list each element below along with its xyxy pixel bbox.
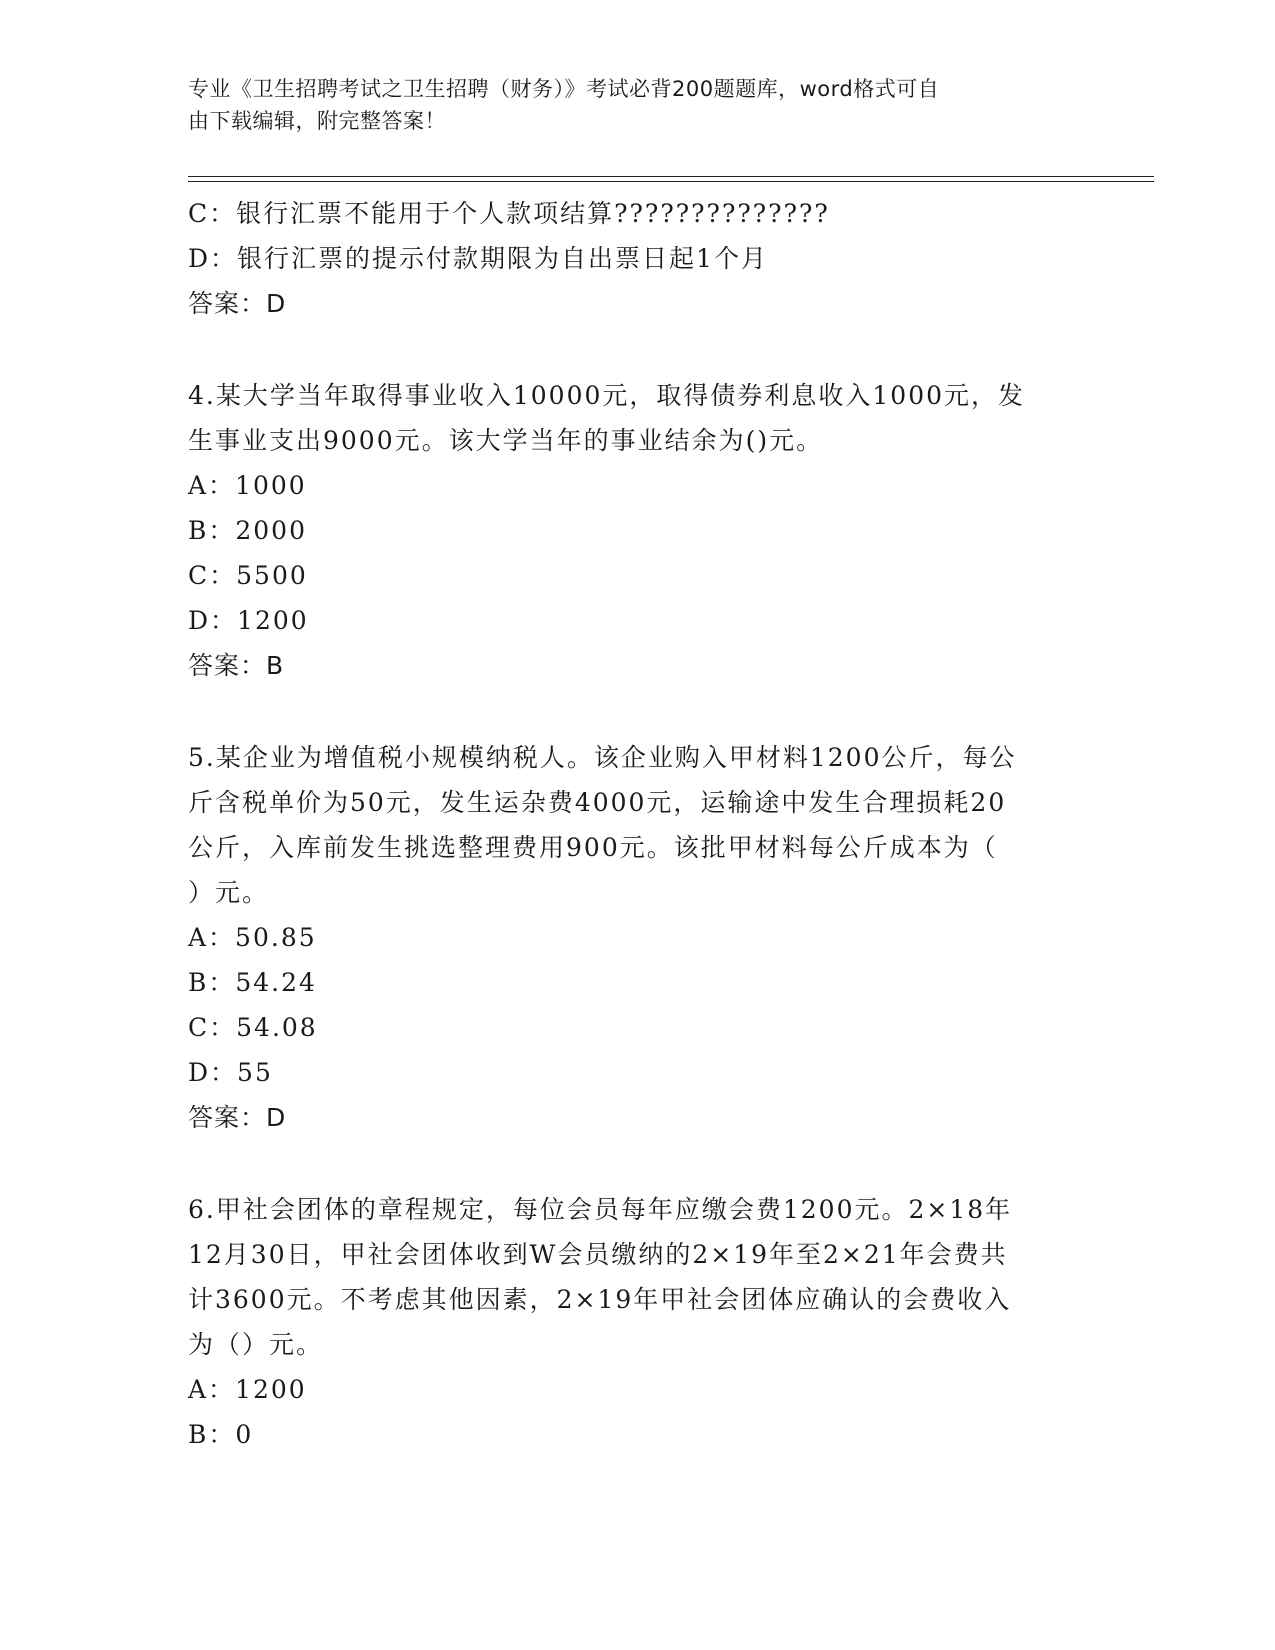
answer: 答案：B bbox=[188, 651, 285, 680]
option-b: B：2000 bbox=[188, 516, 307, 545]
answer: 答案：D bbox=[188, 1103, 287, 1132]
option-c: C：5500 bbox=[188, 561, 308, 590]
option-a: A：1200 bbox=[188, 1375, 307, 1404]
header-rule-bottom bbox=[188, 181, 1154, 182]
spacer bbox=[188, 326, 1088, 373]
spacer bbox=[188, 1140, 1088, 1187]
question-4 bbox=[188, 373, 1088, 688]
header-rule-top bbox=[188, 176, 1154, 177]
question-6 bbox=[188, 1187, 1088, 1457]
question-5 bbox=[188, 735, 1088, 1140]
spacer bbox=[188, 688, 1088, 735]
answer: 答案：D bbox=[188, 289, 287, 318]
question-3 bbox=[188, 191, 1088, 326]
question-list bbox=[188, 191, 1088, 1457]
question-stem-line: 斤含税单价为50元，发生运杂费4000元，运输途中发生合理损耗20 bbox=[188, 788, 1007, 817]
option-c: C：54.08 bbox=[188, 1013, 318, 1042]
question-stem-line: ）元。 bbox=[188, 878, 270, 907]
question-stem-line: 5.某企业为增值税小规模纳税人。该企业购入甲材料1200公斤，每公 bbox=[188, 743, 1017, 772]
option-d: D：1200 bbox=[188, 606, 309, 635]
option-c: C：银行汇票不能用于个人款项结算?????????????? bbox=[188, 199, 830, 228]
header-line-2: 由下载编辑，附完整答案！ bbox=[188, 109, 446, 133]
option-b: B：54.24 bbox=[188, 968, 317, 997]
option-b: B：0 bbox=[188, 1420, 254, 1449]
option-a: A：1000 bbox=[188, 471, 307, 500]
question-stem-line: 公斤，入库前发生挑选整理费用900元。该批甲材料每公斤成本为（ bbox=[188, 833, 998, 862]
question-stem-line: 计3600元。不考虑其他因素，2×19年甲社会团体应确认的会费收入 bbox=[188, 1285, 1012, 1314]
document-header bbox=[188, 73, 1068, 137]
option-d: D：银行汇票的提示付款期限为自出票日起1个月 bbox=[188, 244, 768, 273]
question-stem-line: 4.某大学当年取得事业收入10000元，取得债券利息收入1000元，发 bbox=[188, 381, 1026, 410]
question-stem-line: 12月30日，甲社会团体收到W会员缴纳的2×19年至2×21年会费共 bbox=[188, 1240, 1008, 1269]
question-stem-line: 6.甲社会团体的章程规定，每位会员每年应缴会费1200元。2×18年 bbox=[188, 1195, 1013, 1224]
option-d: D：55 bbox=[188, 1058, 273, 1087]
option-a: A：50.85 bbox=[188, 923, 317, 952]
header-line-1: 专业《卫生招聘考试之卫生招聘（财务）》考试必背200题题库，word格式可自 bbox=[188, 77, 940, 101]
question-stem-line: 生事业支出9000元。该大学当年的事业结余为()元。 bbox=[188, 426, 824, 455]
question-stem-line: 为（）元。 bbox=[188, 1330, 324, 1359]
